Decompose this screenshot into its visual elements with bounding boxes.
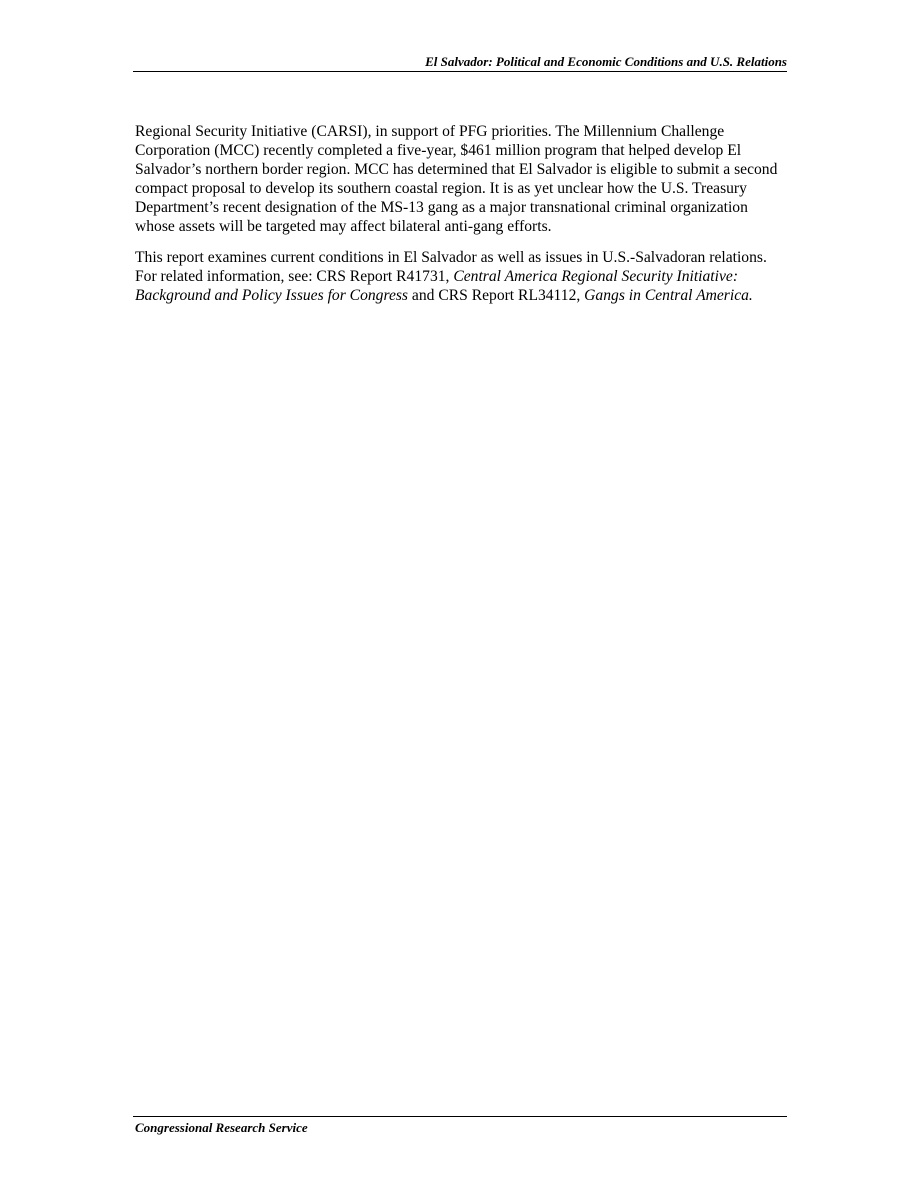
paragraph-2-mid: and CRS Report RL34112,: [408, 287, 585, 304]
body-paragraph-2: [135, 248, 785, 305]
body-paragraph-1: Regional Security Initiative (CARSI), in support of PFG priorities. The Millennium Challenge Corporation (MCC) recently completed a five-year, $461 million program that helped develop El Salvador’s northern border region. MCC has determined that El Salvador is eligible to submit a second compact proposal to develop its southern coastal region. It is as yet unclear how the U.S. Treasury Department’s recent designation of the MS-13 gang as a major transnational criminal organization whose assets will be targeted may affect bilateral anti-gang efforts.: [135, 123, 778, 235]
running-header: El Salvador: Political and Economic Conditions and U.S. Relations: [425, 54, 787, 69]
paragraph-2-lead: This report examines current conditions in El Salvador as well as issues in U.S.-Salvadoran relations. For related information, see: CRS Report R41731,: [135, 249, 767, 285]
footer-rule: [133, 1116, 787, 1117]
document-body: [135, 122, 785, 317]
header-rule: [133, 71, 787, 72]
report-title-carsi: Central America Regional Security Initiative: Background and Policy Issues for Congress: [135, 268, 739, 304]
report-title-gangs: Gangs in Central America.: [584, 287, 753, 304]
footer-organization: Congressional Research Service: [135, 1120, 308, 1135]
